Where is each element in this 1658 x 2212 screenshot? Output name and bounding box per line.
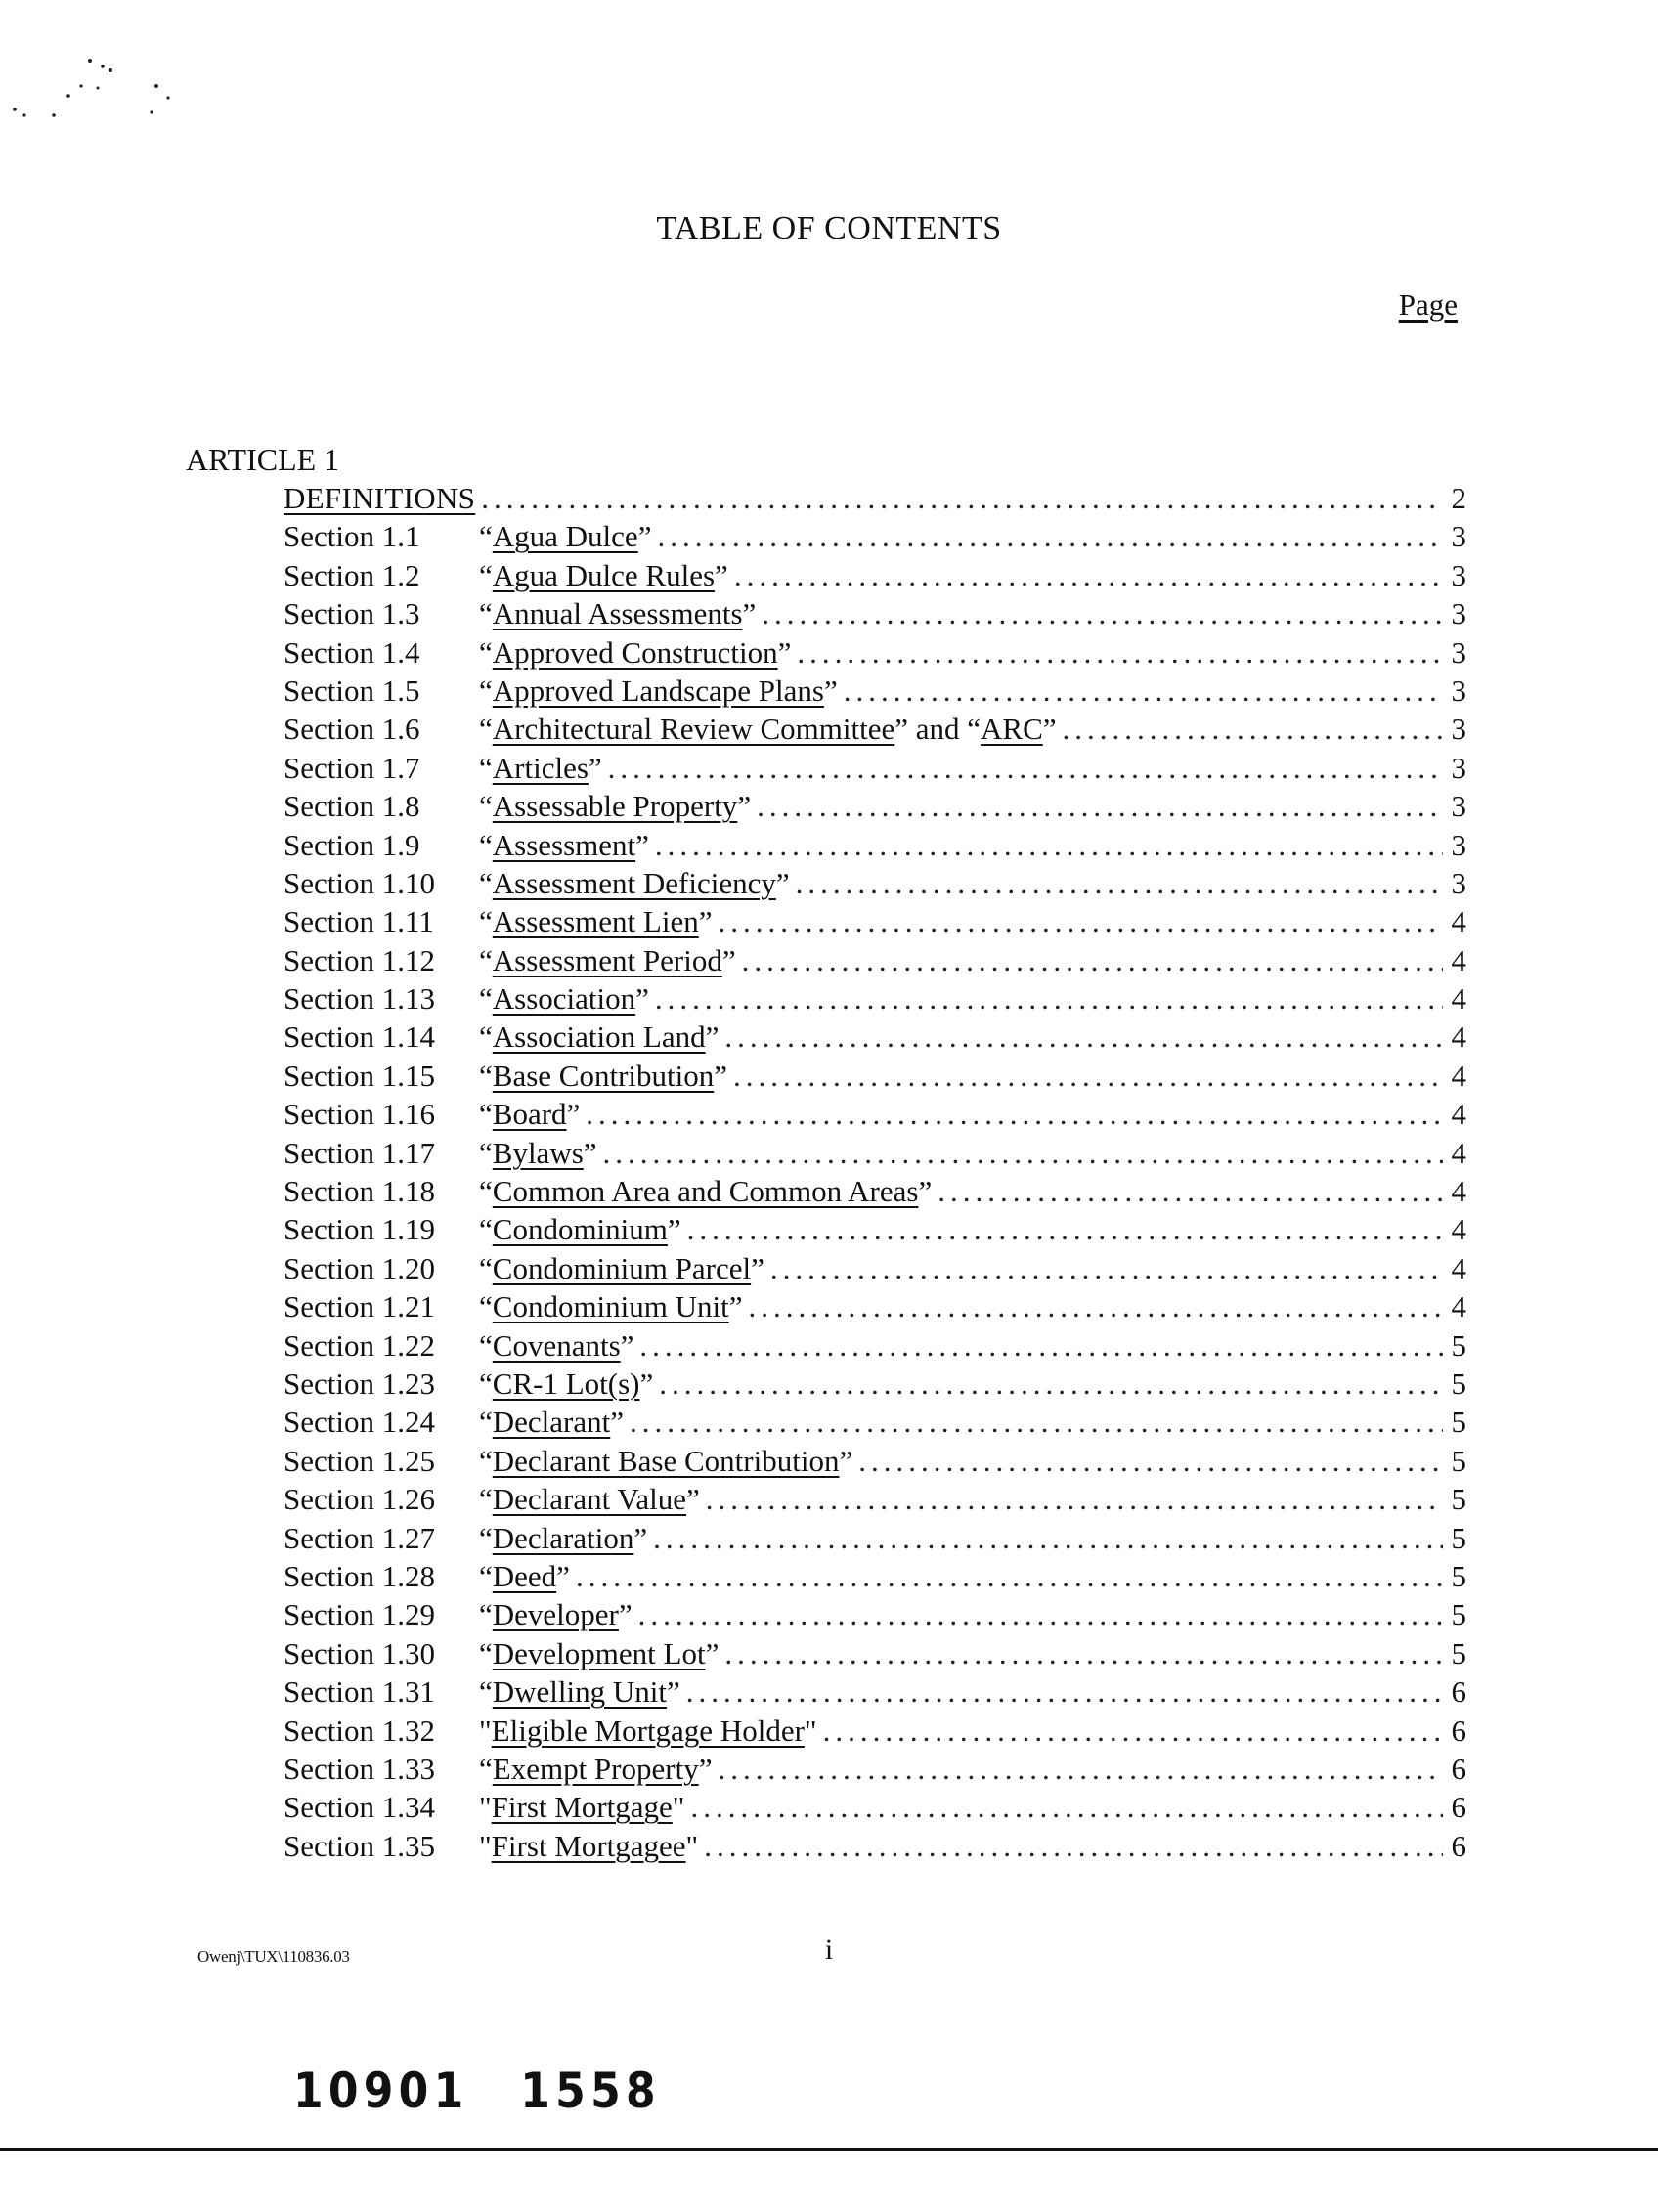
- section-title: “Approved Landscape Plans”: [479, 672, 838, 708]
- page-column-header: Page: [1398, 287, 1458, 322]
- dot-leader: [603, 1134, 1443, 1172]
- toc-entry[interactable]: [284, 1634, 1466, 1672]
- section-title: “Agua Dulce Rules”: [479, 557, 728, 592]
- toc-entry[interactable]: [284, 941, 1466, 979]
- toc-page-number: 6: [1451, 1790, 1466, 1825]
- toc-page-number: 6: [1451, 1828, 1466, 1863]
- defined-term: First Mortgagee: [491, 1828, 686, 1863]
- toc-page-number: 3: [1451, 750, 1466, 785]
- dot-leader: [653, 1519, 1443, 1557]
- dot-leader: [1063, 710, 1443, 748]
- defined-term: Declaration: [492, 1520, 634, 1555]
- section-title: “Annual Assessments”: [479, 596, 757, 631]
- dot-leader: [630, 1403, 1443, 1441]
- toc-page-number: 4: [1451, 1058, 1466, 1093]
- defined-term: Developer: [492, 1597, 619, 1632]
- toc-entry[interactable]: [284, 787, 1466, 825]
- dot-leader: [576, 1557, 1443, 1595]
- toc-entry[interactable]: [284, 1172, 1466, 1210]
- toc-entry[interactable]: [284, 1519, 1466, 1557]
- toc-page-number: 3: [1451, 827, 1466, 862]
- dot-leader: [638, 1595, 1443, 1633]
- toc-entry[interactable]: [284, 864, 1466, 902]
- defined-term: Base Contribution: [492, 1058, 715, 1093]
- toc-entry[interactable]: [284, 1672, 1466, 1711]
- dot-leader: [659, 1365, 1443, 1403]
- dot-leader: [655, 979, 1443, 1018]
- toc-page-number: 4: [1451, 981, 1466, 1017]
- toc-entry[interactable]: [284, 1595, 1466, 1633]
- section-title: “Declarant Base Contribution”: [479, 1443, 853, 1478]
- toc-entry[interactable]: [284, 1095, 1466, 1133]
- dot-leader: [608, 749, 1443, 787]
- section-title: “Exempt Property”: [479, 1751, 713, 1786]
- dot-leader: [686, 1672, 1443, 1711]
- defined-term: Dwelling Unit: [492, 1674, 668, 1710]
- section-rows: [284, 517, 1466, 1865]
- section-number: Section 1.17: [284, 1135, 435, 1170]
- section-title: “Assessable Property”: [479, 789, 752, 824]
- section-title: “Bylaws”: [479, 1135, 597, 1170]
- toc-page-number: 4: [1451, 1212, 1466, 1247]
- dot-leader: [938, 1172, 1443, 1210]
- section-number: Section 1.4: [284, 634, 420, 670]
- defined-term: Exempt Property: [492, 1751, 699, 1786]
- section-number: Section 1.20: [284, 1250, 435, 1285]
- section-title: “Base Contribution”: [479, 1058, 727, 1093]
- toc-page-number: 2: [1451, 481, 1466, 515]
- defined-term: Architectural Review Committee: [492, 712, 895, 747]
- toc-page-number: 3: [1451, 596, 1466, 631]
- toc-page-number: 6: [1451, 1674, 1466, 1710]
- toc-entry[interactable]: [284, 1249, 1466, 1287]
- section-number: Section 1.9: [284, 827, 420, 862]
- defined-term: Assessment Lien: [492, 904, 699, 939]
- section-title: “Assessment Lien”: [479, 904, 713, 939]
- section-number: Section 1.30: [284, 1635, 435, 1670]
- toc-entry[interactable]: [284, 902, 1466, 940]
- defined-term: Assessment: [492, 827, 636, 862]
- document-id: Owenj\TUX\110836.03: [197, 1947, 350, 1966]
- dot-leader: [704, 1827, 1443, 1865]
- section-number: Section 1.3: [284, 596, 420, 631]
- section-title: “Approved Construction”: [479, 634, 792, 670]
- defined-term: Eligible Mortgage Holder: [491, 1713, 805, 1748]
- bottom-rule: [0, 2148, 1658, 2151]
- toc-page-number: 4: [1451, 942, 1466, 977]
- dot-leader: [718, 1750, 1443, 1788]
- toc-page-number: 4: [1451, 1019, 1466, 1055]
- dot-leader: [687, 1210, 1443, 1248]
- section-title: “Developer”: [479, 1597, 633, 1632]
- toc-page-number: 4: [1451, 1135, 1466, 1170]
- toc-entry[interactable]: [284, 633, 1466, 672]
- toc-entry[interactable]: [284, 594, 1466, 632]
- toc-page-number: 5: [1451, 1443, 1466, 1478]
- toc-page-number: 5: [1451, 1558, 1466, 1593]
- dot-leader: [742, 941, 1443, 979]
- section-number: Section 1.31: [284, 1674, 435, 1710]
- section-number: Section 1.8: [284, 789, 420, 824]
- toc-page-number: 3: [1451, 634, 1466, 670]
- toc-entry[interactable]: [284, 1750, 1466, 1788]
- dot-leader: [690, 1788, 1443, 1826]
- section-number: Section 1.25: [284, 1443, 435, 1478]
- toc-page-number: 4: [1451, 1097, 1466, 1132]
- toc-entry[interactable]: [284, 556, 1466, 594]
- dot-leader: [733, 1057, 1443, 1095]
- dot-leader: [734, 556, 1443, 594]
- dot-leader: [796, 864, 1443, 902]
- section-title: “Association Land”: [479, 1019, 720, 1055]
- section-number: Section 1.27: [284, 1520, 435, 1555]
- section-number: Section 1.28: [284, 1558, 435, 1593]
- dot-leader: [749, 1287, 1443, 1325]
- toc-entry[interactable]: [284, 826, 1466, 864]
- section-title: “Declarant Value”: [479, 1482, 700, 1517]
- section-number: Section 1.5: [284, 672, 420, 708]
- stamp-book: 10901: [293, 2062, 469, 2119]
- defined-term: First Mortgage: [491, 1790, 673, 1825]
- defined-term: Covenants: [492, 1327, 621, 1363]
- section-number: Section 1.6: [284, 712, 420, 747]
- dot-leader: [844, 672, 1443, 710]
- section-number: Section 1.21: [284, 1289, 435, 1324]
- section-number: Section 1.16: [284, 1097, 435, 1132]
- section-title: "Eligible Mortgage Holder": [479, 1713, 817, 1748]
- toc-page-number: 4: [1451, 1289, 1466, 1324]
- section-number: Section 1.1: [284, 519, 420, 554]
- toc-entry[interactable]: [284, 1326, 1466, 1365]
- section-title: “Board”: [479, 1097, 581, 1132]
- section-number: Section 1.33: [284, 1751, 435, 1786]
- toc-entry[interactable]: [284, 749, 1466, 787]
- section-number: Section 1.10: [284, 865, 435, 900]
- toc-page-number: 6: [1451, 1713, 1466, 1748]
- dot-leader: [823, 1712, 1443, 1750]
- toc-page-number: 5: [1451, 1635, 1466, 1670]
- toc-page-number: 5: [1451, 1327, 1466, 1363]
- section-number: Section 1.22: [284, 1327, 435, 1363]
- defined-term: Common Area and Common Areas: [492, 1174, 919, 1209]
- dot-leader: [757, 787, 1443, 825]
- defined-term: Association Land: [492, 1019, 706, 1055]
- dot-leader: [657, 517, 1443, 555]
- section-title: “Condominium Unit”: [479, 1289, 743, 1324]
- section-number: Section 1.29: [284, 1597, 435, 1632]
- section-title: “Association”: [479, 981, 649, 1017]
- toc-entry[interactable]: [284, 1403, 1466, 1441]
- defined-term: Board: [492, 1097, 567, 1132]
- defined-term: Condominium Parcel: [492, 1250, 752, 1285]
- defined-term: Development Lot: [492, 1635, 706, 1670]
- dot-leader: [706, 1480, 1443, 1518]
- toc-page-number: 3: [1451, 712, 1466, 747]
- section-number: Section 1.12: [284, 942, 435, 977]
- article-label: ARTICLE 1: [186, 442, 340, 477]
- defined-term: Association: [492, 981, 636, 1017]
- defined-term: Declarant Base Contribution: [492, 1443, 840, 1478]
- toc-page-number: 4: [1451, 904, 1466, 939]
- section-number: Section 1.7: [284, 750, 420, 785]
- defined-term: Assessment Period: [492, 942, 722, 977]
- toc-entry[interactable]: [284, 1480, 1466, 1518]
- section-title: "First Mortgagee": [479, 1828, 699, 1863]
- defined-term: Declarant Value: [492, 1482, 687, 1517]
- section-title: “Architectural Review Committee” and “ARC”: [479, 712, 1057, 747]
- section-title: “Articles”: [479, 750, 602, 785]
- defined-term: Declarant: [492, 1405, 611, 1440]
- section-title: “Development Lot”: [479, 1635, 720, 1670]
- toc-entry[interactable]: [284, 1712, 1466, 1750]
- defined-term: Annual Assessments: [492, 596, 743, 631]
- toc-entry[interactable]: [284, 517, 1466, 555]
- section-title: “Condominium”: [479, 1212, 681, 1247]
- section-title: “Common Area and Common Areas”: [479, 1174, 933, 1209]
- section-number: Section 1.24: [284, 1405, 435, 1440]
- dot-leader: [762, 594, 1443, 632]
- defined-term: ARC: [981, 712, 1043, 747]
- recording-stamp: [293, 2062, 661, 2119]
- definitions-heading: DEFINITIONS: [284, 481, 476, 515]
- section-title: “Condominium Parcel”: [479, 1250, 764, 1285]
- section-number: Section 1.13: [284, 981, 435, 1017]
- section-title: “Assessment Period”: [479, 942, 736, 977]
- section-number: Section 1.23: [284, 1366, 435, 1401]
- section-title: “Agua Dulce”: [479, 519, 652, 554]
- toc-entry[interactable]: [284, 1442, 1466, 1480]
- section-number: Section 1.15: [284, 1058, 435, 1093]
- toc-page-number: 4: [1451, 1174, 1466, 1209]
- toc-page-number: 4: [1451, 1250, 1466, 1285]
- toc-page-number: 5: [1451, 1366, 1466, 1401]
- toc-title: TABLE OF CONTENTS: [656, 210, 1002, 246]
- toc-entry-definitions[interactable]: [284, 479, 1466, 517]
- section-number: Section 1.18: [284, 1174, 435, 1209]
- defined-term: Deed: [492, 1558, 557, 1593]
- section-title: “Assessment”: [479, 827, 649, 862]
- toc-page-number: 5: [1451, 1405, 1466, 1440]
- section-title: "First Mortgage": [479, 1790, 685, 1825]
- toc-page-number: 3: [1451, 672, 1466, 708]
- section-title: “Declarant”: [479, 1405, 625, 1440]
- toc-entry[interactable]: [284, 1788, 1466, 1826]
- defined-term: Agua Dulce: [492, 519, 638, 554]
- section-number: Section 1.19: [284, 1212, 435, 1247]
- toc-entry[interactable]: [284, 1210, 1466, 1248]
- toc-page-number: 3: [1451, 865, 1466, 900]
- toc-entry[interactable]: [284, 1134, 1466, 1172]
- section-title: “Deed”: [479, 1558, 570, 1593]
- section-title: “Assessment Deficiency”: [479, 865, 790, 900]
- toc-entry[interactable]: [284, 1365, 1466, 1403]
- section-number: Section 1.34: [284, 1790, 435, 1825]
- page-number: i: [824, 1933, 834, 1966]
- section-title: “Declaration”: [479, 1520, 648, 1555]
- dot-leader: [858, 1442, 1443, 1480]
- stamp-page: 1558: [520, 2062, 661, 2119]
- toc-page-number: 5: [1451, 1482, 1466, 1517]
- toc-page-number: 3: [1451, 789, 1466, 824]
- dot-leader: [724, 1634, 1443, 1672]
- defined-term: Articles: [492, 750, 589, 785]
- dot-leader: [655, 826, 1443, 864]
- defined-term: Approved Landscape Plans: [492, 672, 824, 708]
- toc-page-number: 3: [1451, 557, 1466, 592]
- defined-term: Assessable Property: [492, 789, 738, 824]
- defined-term: Condominium: [492, 1212, 668, 1247]
- dot-leader: [724, 1018, 1443, 1056]
- section-title: “CR-1 Lot(s)”: [479, 1366, 654, 1401]
- toc-page-number: 5: [1451, 1520, 1466, 1555]
- dot-leader: [770, 1249, 1443, 1287]
- toc-entry[interactable]: [284, 1557, 1466, 1595]
- section-number: Section 1.11: [284, 904, 434, 939]
- defined-term: Agua Dulce Rules: [492, 557, 716, 592]
- defined-term: Approved Construction: [492, 634, 778, 670]
- section-number: Section 1.26: [284, 1482, 435, 1517]
- toc-entry[interactable]: [284, 710, 1466, 748]
- section-title: “Dwelling Unit”: [479, 1674, 680, 1710]
- toc-entry[interactable]: [284, 1827, 1466, 1865]
- toc-entry[interactable]: [284, 672, 1466, 710]
- section-number: Section 1.2: [284, 557, 420, 592]
- dot-leader: [586, 1095, 1443, 1133]
- toc-page-number: 6: [1451, 1751, 1466, 1786]
- section-number: Section 1.32: [284, 1713, 435, 1748]
- dot-leader: [639, 1326, 1443, 1365]
- section-number: Section 1.14: [284, 1019, 435, 1055]
- toc-page-number: 3: [1451, 519, 1466, 554]
- dot-leader: [718, 902, 1443, 940]
- toc-entry[interactable]: [284, 1018, 1466, 1056]
- dot-leader: [797, 633, 1443, 672]
- defined-term: Assessment Deficiency: [492, 865, 776, 900]
- defined-term: Condominium Unit: [492, 1289, 729, 1324]
- defined-term: CR-1 Lot(s): [492, 1366, 640, 1401]
- scan-specks: [0, 0, 215, 147]
- section-title: “Covenants”: [479, 1327, 634, 1363]
- toc-list: [284, 479, 1466, 1865]
- defined-term: Bylaws: [492, 1135, 584, 1170]
- toc-entry[interactable]: [284, 1287, 1466, 1325]
- toc-entry[interactable]: [284, 979, 1466, 1018]
- dot-leader: [481, 479, 1443, 517]
- toc-entry[interactable]: [284, 1057, 1466, 1095]
- toc-page-number: 5: [1451, 1597, 1466, 1632]
- section-number: Section 1.35: [284, 1828, 435, 1863]
